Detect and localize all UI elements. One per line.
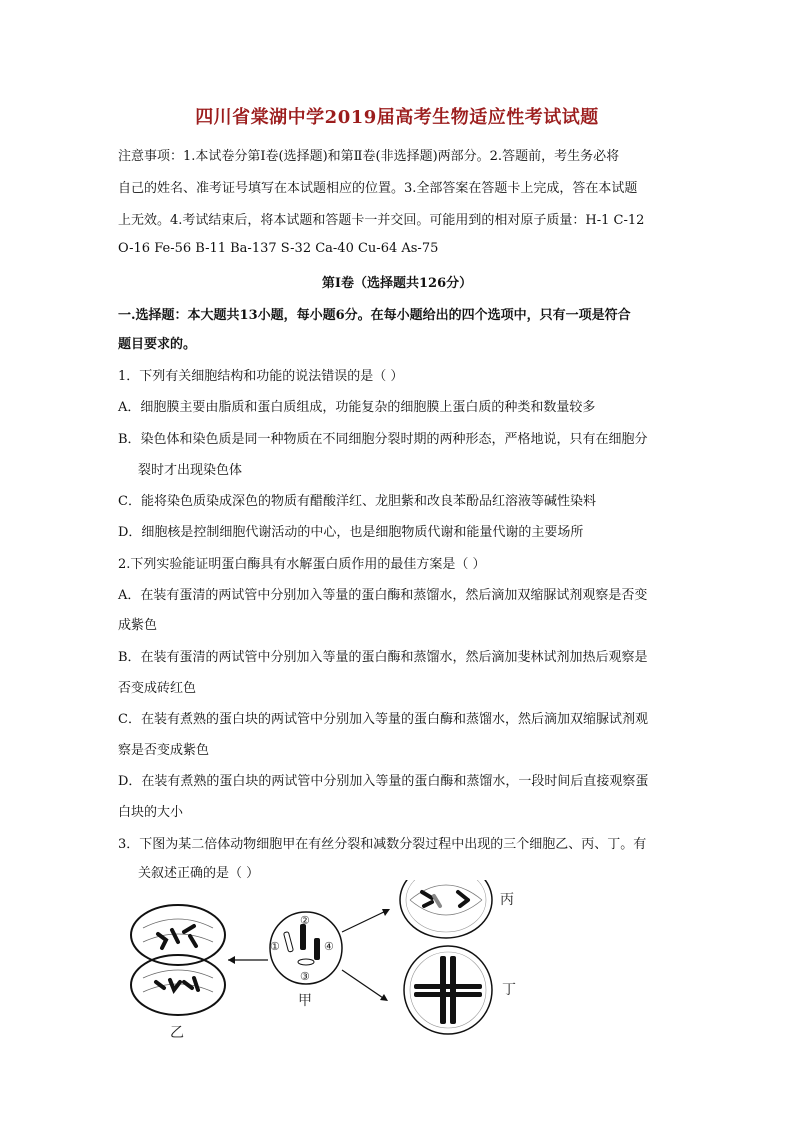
cell-bing — [400, 880, 514, 938]
q2-stem: 2.下列实验能证明蛋白酶具有水解蛋白质作用的最佳方案是（ ） — [118, 557, 486, 572]
q1-option-c: C．能将染色质染成深色的物质有醋酸洋红、龙胆紫和改良苯酚品红溶液等碱性染料 — [118, 494, 596, 509]
q1-option-d: D．细胞核是控制细胞代谢活动的中心，也是细胞物质代谢和能量代谢的主要场所 — [118, 525, 584, 540]
q2-option-b: B．在装有蛋清的两试管中分别加入等量的蛋白酶和蒸馏水，然后滴加斐林试剂加热后观察是 — [118, 650, 648, 665]
label-ding: 丁 — [502, 982, 516, 998]
q1-option-b-cont: 裂时才出现染色体 — [138, 463, 243, 478]
notice-line-3: 上无效。4.考试结束后，将本试题和答题卡一并交回。可能用到的相对原子质量：H-1 C-12 — [118, 213, 645, 228]
chrom-label-1: ① — [270, 940, 280, 953]
label-yi: 乙 — [170, 1025, 184, 1041]
instructions-line-2: 题目要求的。 — [118, 337, 197, 352]
q1-stem: 1．下列有关细胞结构和功能的说法错误的是（ ） — [118, 369, 404, 384]
q2-option-a-cont: 成紫色 — [118, 618, 158, 633]
q2-option-d-cont: 白块的大小 — [118, 805, 184, 820]
q2-option-a: A．在装有蛋清的两试管中分别加入等量的蛋白酶和蒸馏水，然后滴加双缩脲试剂观察是否变 — [118, 588, 648, 603]
label-jia: 甲 — [298, 993, 312, 1009]
q2-option-c-cont: 察是否变成紫色 — [118, 743, 210, 758]
q2-option-d: D．在装有煮熟的蛋白块的两试管中分别加入等量的蛋白酶和蒸馏水，一段时间后直接观察蛋 — [118, 774, 649, 789]
q2-option-b-cont: 否变成砖红色 — [118, 681, 197, 696]
cell-ding — [404, 946, 516, 1034]
cell-jia — [270, 912, 342, 1009]
q2-option-c: C．在装有煮熟的蛋白块的两试管中分别加入等量的蛋白酶和蒸馏水，然后滴加双缩脲试剂观 — [118, 712, 648, 727]
q1-option-a: A．细胞膜主要由脂质和蛋白质组成，功能复杂的细胞膜上蛋白质的种类和数量较多 — [118, 400, 596, 415]
cell-division-figure — [118, 880, 678, 1041]
chrom-label-3: ③ — [300, 970, 310, 983]
section-heading: 第Ⅰ卷（选择题共126分） — [321, 276, 473, 291]
cell-yi — [131, 905, 225, 1041]
arrow-to-ding — [342, 970, 388, 1001]
notice-line-4: O-16 Fe-56 B-11 Ba-137 S-32 Ca-40 Cu-64 As-75 — [118, 241, 439, 256]
notice-line-1: 注意事项：1.本试卷分第Ⅰ卷(选择题)和第Ⅱ卷(非选择题)两部分。2.答题前，考生务必将 — [118, 149, 620, 164]
cell-division-diagram — [118, 880, 678, 1050]
label-bing: 丙 — [500, 892, 514, 908]
q1-option-b: B．染色体和染色质是同一种物质在不同细胞分裂时期的两种形态，严格地说，只有在细胞分 — [118, 432, 648, 447]
notice-line-2: 自己的姓名、准考证号填写在本试题相应的位置。3.全部答案在答题卡上完成，答在本试题 — [118, 181, 638, 196]
arrow-to-yi — [228, 956, 268, 964]
chrom-label-4: ④ — [324, 940, 334, 953]
page-title: 四川省棠湖中学2019届高考生物适应性考试试题 — [195, 107, 599, 128]
q3-stem-cont: 关叙述正确的是（ ） — [138, 866, 260, 881]
arrow-to-bing — [342, 909, 390, 932]
chrom-label-2: ② — [300, 914, 310, 927]
q3-stem: 3．下图为某二倍体动物细胞甲在有丝分裂和减数分裂过程中出现的三个细胞乙、丙、丁。有 — [118, 837, 647, 852]
instructions-line-1: 一.选择题：本大题共13小题，每小题6分。在每小题给出的四个选项中，只有一项是符合 — [118, 308, 631, 323]
